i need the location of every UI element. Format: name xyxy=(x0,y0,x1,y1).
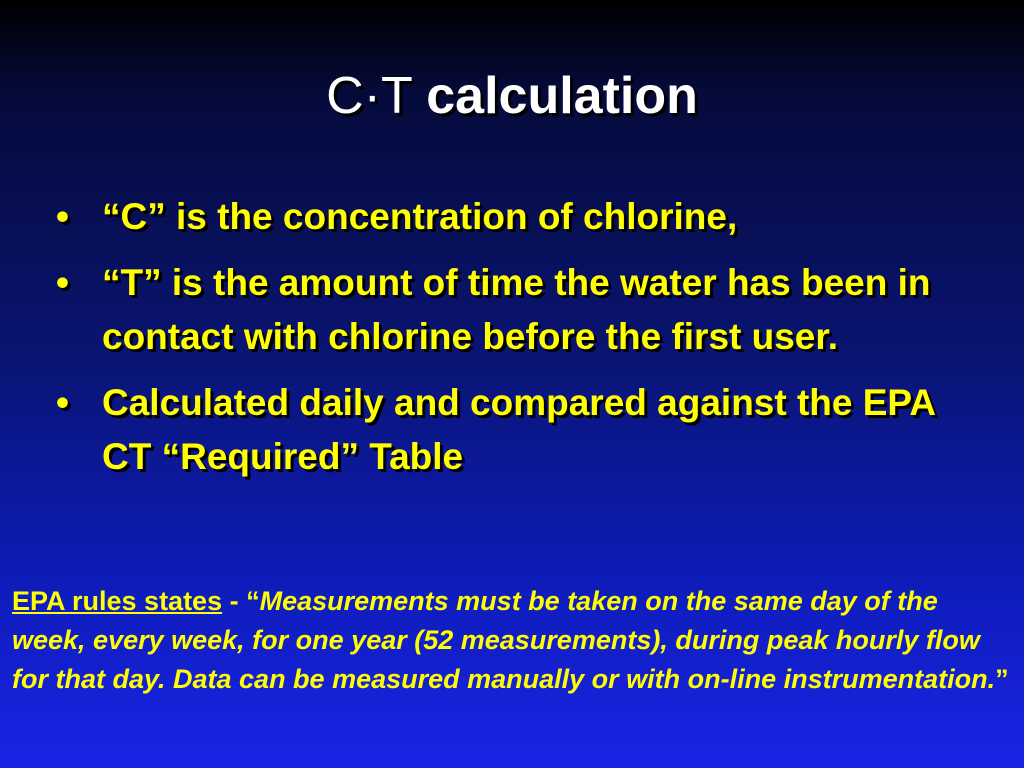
epa-rules-close: ” xyxy=(995,664,1009,694)
bullet-list xyxy=(56,190,986,496)
epa-rules-quote: Measurements must be taken on the same day of the week, every week, for one year (52 measurements), during peak hourly flow for that day. Data can be measured manually or with on-line instrumentation. xyxy=(12,586,996,694)
epa-rules-note xyxy=(12,582,1016,699)
bullet-item-time xyxy=(56,256,986,364)
slide-title xyxy=(0,62,1024,130)
bullet-text: “T” is the amount of time the water has been in contact with chlorine before the first user. xyxy=(102,262,931,357)
epa-rules-separator: - “ xyxy=(222,586,260,616)
title-ct: C·T xyxy=(326,67,412,125)
bullet-icon: • xyxy=(56,262,69,303)
bullet-item-concentration xyxy=(56,190,986,244)
title-calculation: calculation xyxy=(426,67,698,125)
bullet-text: “C” is the concentration of chlorine, xyxy=(102,196,738,237)
epa-rules-lead: EPA rules states xyxy=(12,586,223,616)
bullet-item-calculated xyxy=(56,376,986,484)
bullet-text: Calculated daily and compared against the EPA CT “Required” Table xyxy=(102,382,935,477)
bullet-icon: • xyxy=(56,382,69,423)
bullet-icon: • xyxy=(56,196,69,237)
